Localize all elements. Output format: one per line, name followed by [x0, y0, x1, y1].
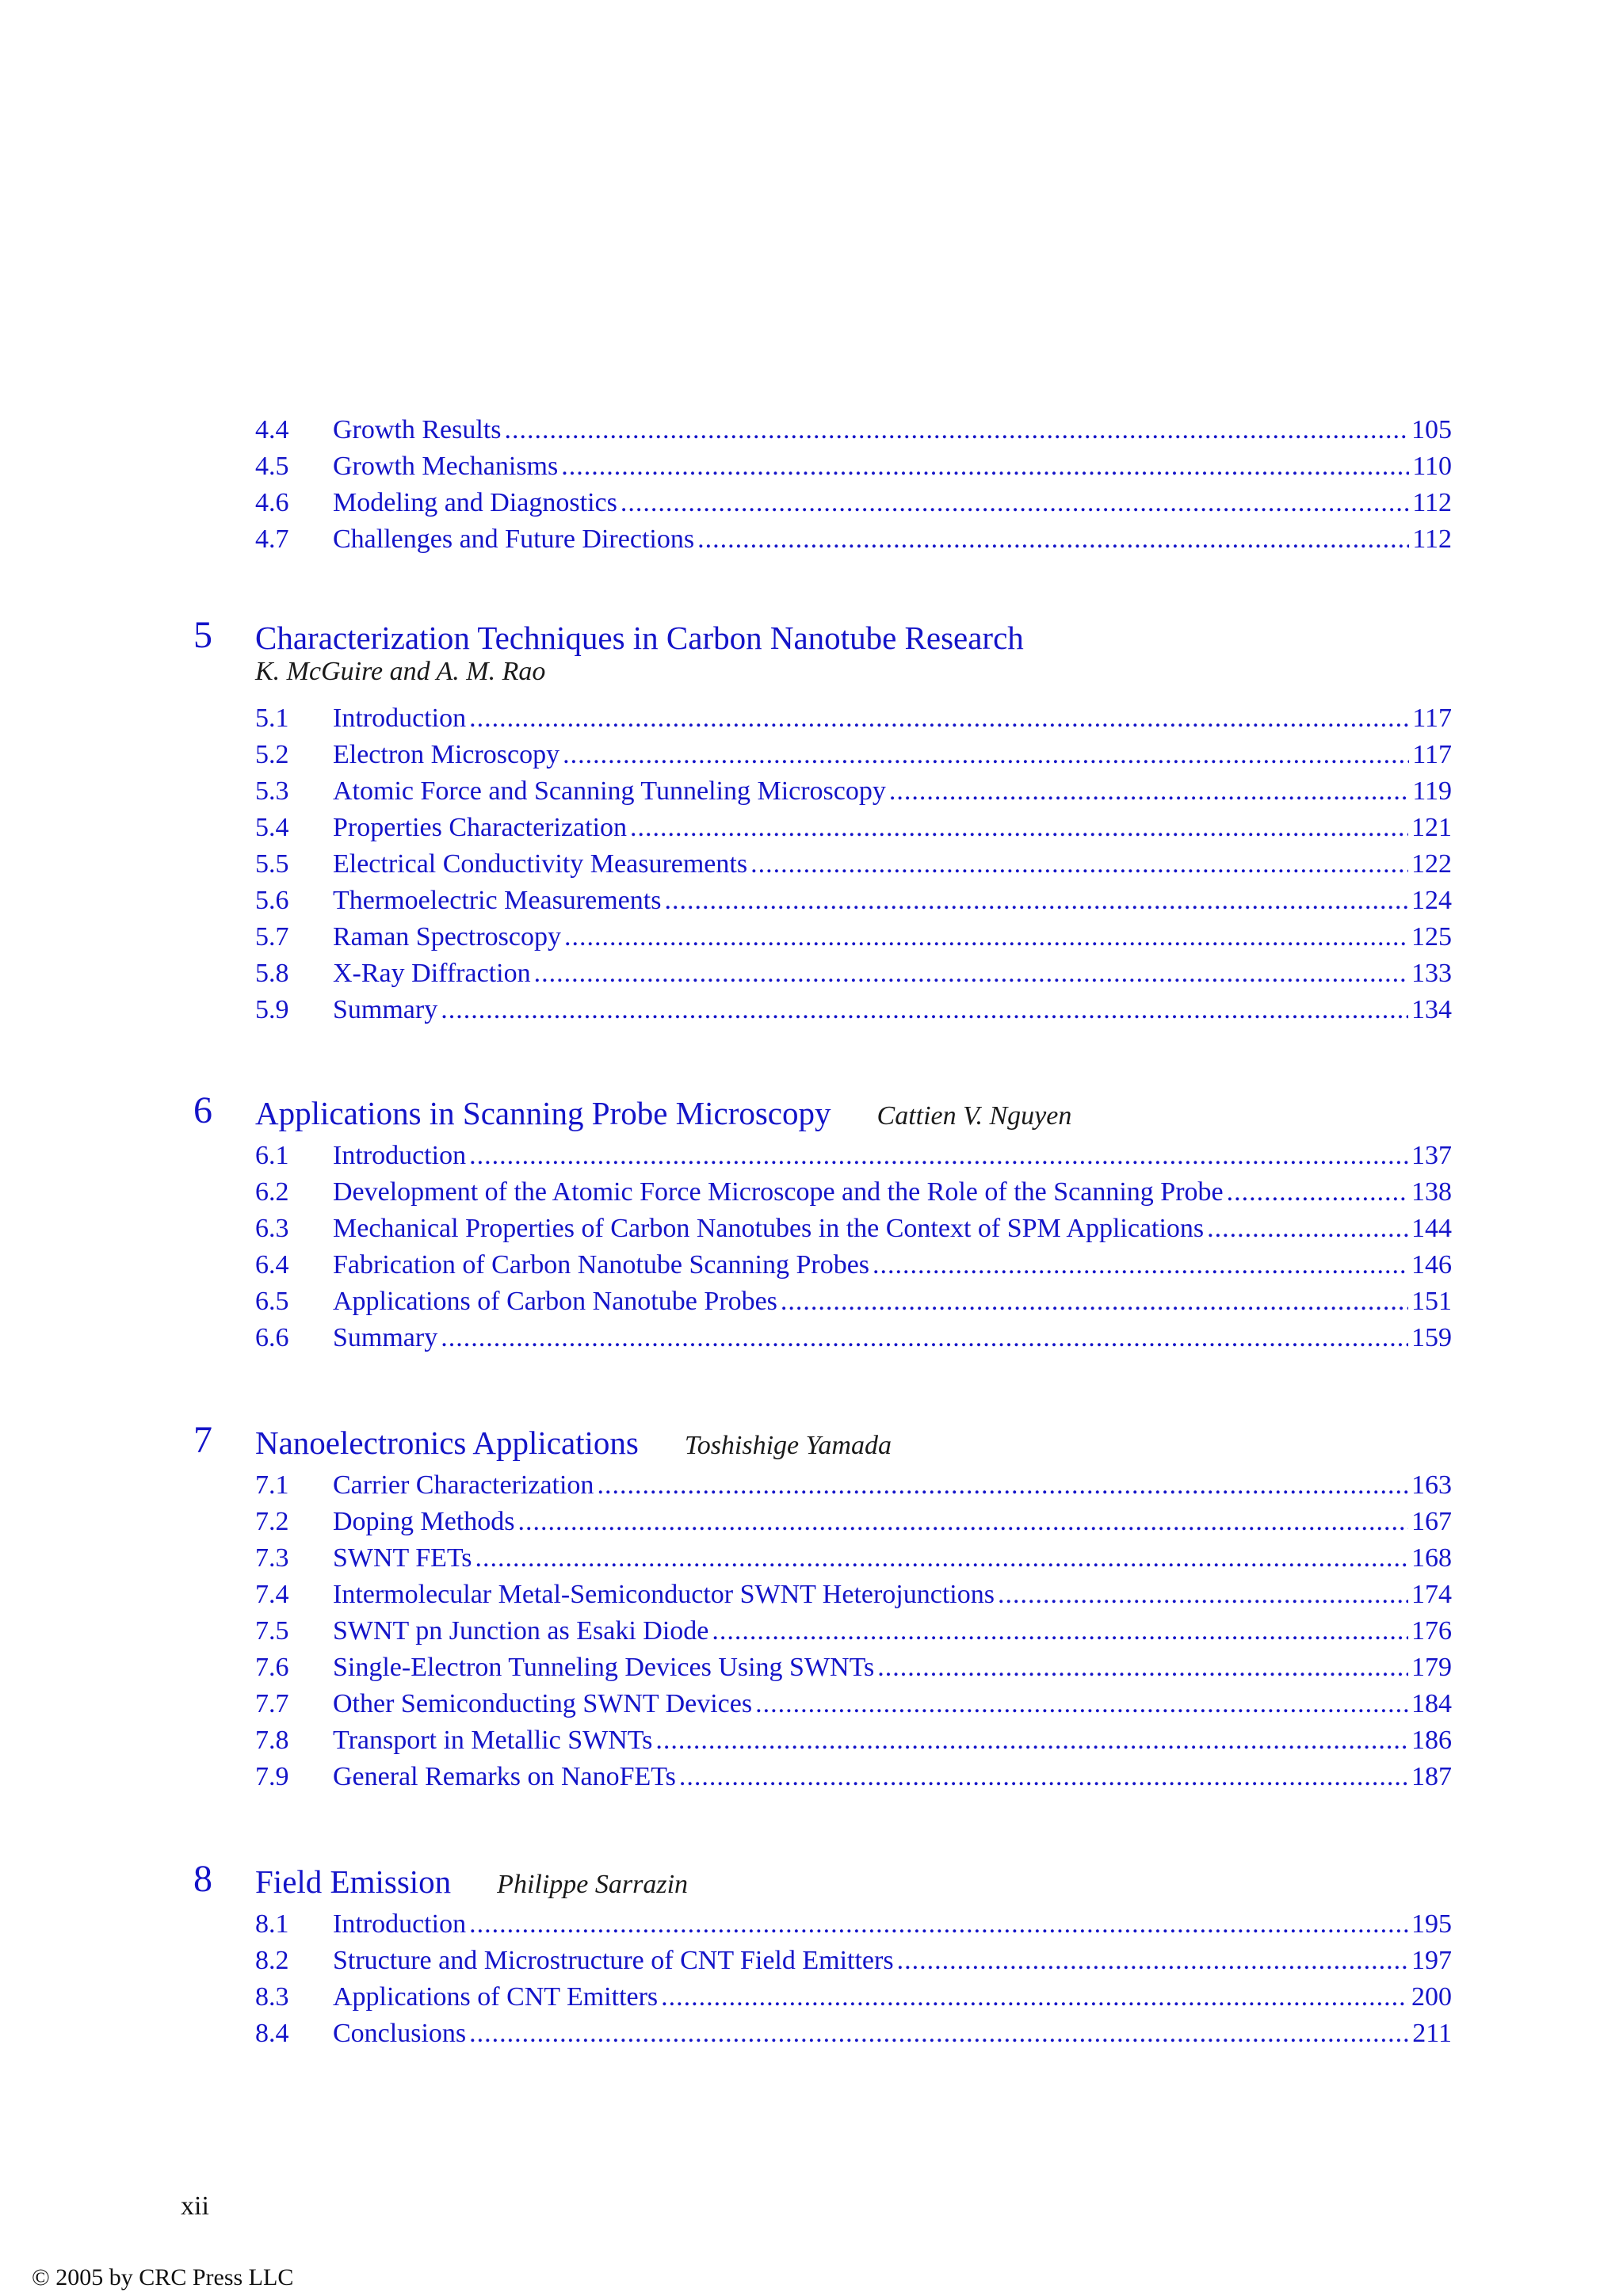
chapter-title[interactable]: Field Emission [255, 1863, 452, 1900]
toc-entry[interactable] [255, 1138, 1452, 1174]
entry-title: Development of the Atomic Force Microscope and the Role of the Scanning Probe [333, 1177, 1224, 1207]
dot-leader [750, 846, 1408, 883]
copyright-notice: © 2005 by CRC Press LLC [32, 2264, 294, 2290]
entry-number: 6.3 [255, 1214, 289, 1243]
dot-leader [889, 773, 1409, 810]
toc-entry[interactable] [255, 521, 1452, 558]
entry-page: 138 [1411, 1177, 1452, 1207]
dot-leader [469, 2016, 1409, 2052]
entry-page: 117 [1412, 740, 1452, 769]
entry-number: 5.5 [255, 849, 289, 879]
entry-page: 112 [1412, 488, 1452, 517]
entry-title: Introduction [333, 704, 467, 733]
dot-leader [469, 1138, 1408, 1174]
chapter-author: Toshishige Yamada [684, 1431, 892, 1460]
entry-page: 163 [1411, 1470, 1452, 1500]
page-number: xii [181, 2191, 209, 2221]
entry-page: 200 [1411, 1982, 1452, 2012]
entry-title: Applications of Carbon Nanotube Probes [333, 1287, 777, 1316]
toc-entry[interactable] [255, 1686, 1452, 1722]
entry-number: 6.2 [255, 1177, 289, 1207]
entry-page: 187 [1411, 1762, 1452, 1791]
toc-entry[interactable] [255, 1467, 1452, 1504]
entry-page: 122 [1411, 849, 1452, 879]
toc-entry[interactable] [255, 810, 1452, 846]
entry-page: 133 [1411, 959, 1452, 988]
entry-number: 5.4 [255, 813, 289, 842]
dot-leader [534, 955, 1408, 992]
entry-title: Introduction [333, 1909, 467, 1939]
chapter-heading [255, 1862, 688, 1901]
entry-title: Transport in Metallic SWNTs [333, 1726, 653, 1755]
entry-title: SWNT FETs [333, 1543, 472, 1573]
entry-page: 117 [1412, 704, 1452, 733]
entry-title: Intermolecular Metal-Semiconductor SWNT Heterojunctions [333, 1580, 995, 1609]
entry-number: 7.1 [255, 1470, 289, 1500]
entry-number: 8.2 [255, 1946, 289, 1975]
chapter-heading [255, 1093, 1071, 1133]
toc-entry[interactable] [255, 700, 1452, 737]
entry-page: 186 [1411, 1726, 1452, 1755]
entry-number: 5.9 [255, 995, 289, 1024]
chapter-number: 6 [193, 1089, 212, 1131]
dot-leader [563, 737, 1409, 773]
entry-title: SWNT pn Junction as Esaki Diode [333, 1616, 709, 1646]
entry-number: 5.1 [255, 704, 289, 733]
entry-page: 144 [1411, 1214, 1452, 1243]
toc-entry[interactable] [255, 1320, 1452, 1356]
toc-entry[interactable] [255, 955, 1452, 992]
dot-leader [475, 1540, 1408, 1577]
entry-title: Electrical Conductivity Measurements [333, 849, 748, 879]
chapter-heading [255, 1423, 892, 1463]
entry-title: X-Ray Diffraction [333, 959, 531, 988]
toc-entry[interactable] [255, 919, 1452, 955]
chapter-title[interactable]: Applications in Scanning Probe Microscopy [255, 1095, 831, 1131]
entry-title: Growth Mechanisms [333, 452, 559, 481]
dot-leader [664, 883, 1408, 919]
entry-number: 5.7 [255, 922, 289, 952]
entry-title: Electron Microscopy [333, 740, 560, 769]
dot-leader [441, 1320, 1408, 1356]
entry-number: 4.5 [255, 452, 289, 481]
entry-number: 5.8 [255, 959, 289, 988]
entry-number: 6.5 [255, 1287, 289, 1316]
entry-number: 6.4 [255, 1250, 289, 1280]
toc-entry[interactable] [255, 1906, 1452, 1943]
entry-page: 159 [1411, 1323, 1452, 1352]
dot-leader [505, 412, 1409, 448]
dot-leader [712, 1613, 1408, 1650]
toc-entry[interactable] [255, 1650, 1452, 1686]
dot-leader [661, 1979, 1408, 2016]
dot-leader [679, 1759, 1408, 1795]
entry-title: Doping Methods [333, 1507, 515, 1536]
toc-entry[interactable] [255, 1504, 1452, 1540]
entry-page: 119 [1412, 776, 1452, 806]
toc-entry[interactable] [255, 1577, 1452, 1613]
toc-entry[interactable] [255, 883, 1452, 919]
entry-page: 195 [1411, 1909, 1452, 1939]
dot-leader [564, 919, 1408, 955]
toc-entry[interactable] [255, 1943, 1452, 1979]
entry-title: Applications of CNT Emitters [333, 1982, 659, 2012]
entry-title: General Remarks on NanoFETs [333, 1762, 676, 1791]
toc-entry[interactable] [255, 737, 1452, 773]
entry-number: 8.4 [255, 2019, 289, 2048]
chapter-number: 7 [193, 1419, 212, 1461]
entry-number: 6.1 [255, 1141, 289, 1170]
entry-page: 176 [1411, 1616, 1452, 1646]
dot-leader [998, 1577, 1408, 1613]
entry-title: Growth Results [333, 415, 502, 444]
entry-number: 8.1 [255, 1909, 289, 1939]
chapter-author: Cattien V. Nguyen [876, 1101, 1072, 1131]
entry-title: Challenges and Future Directions [333, 524, 695, 554]
dot-leader [781, 1283, 1408, 1320]
entry-page: 124 [1411, 886, 1452, 915]
entry-number: 4.4 [255, 415, 289, 444]
entry-page: 168 [1411, 1543, 1452, 1573]
entry-page: 184 [1411, 1689, 1452, 1718]
chapter-title[interactable]: Characterization Techniques in Carbon Nanotube Research [255, 620, 1024, 656]
toc-entry[interactable] [255, 2016, 1452, 2052]
entry-title: Summary [333, 1323, 438, 1352]
chapter-heading [255, 618, 1024, 658]
toc-entry[interactable] [255, 1174, 1452, 1211]
entry-title: Conclusions [333, 2019, 467, 2048]
entry-page: 151 [1411, 1287, 1452, 1316]
toc-entry[interactable] [255, 1979, 1452, 2016]
dot-leader [655, 1722, 1408, 1759]
toc-entry[interactable] [255, 1613, 1452, 1650]
entry-title: Properties Characterization [333, 813, 628, 842]
entry-number: 7.3 [255, 1543, 289, 1573]
toc-entry[interactable] [255, 1211, 1452, 1247]
entry-number: 7.2 [255, 1507, 289, 1536]
dot-leader [897, 1943, 1408, 1979]
dot-leader [877, 1650, 1408, 1686]
entry-number: 7.4 [255, 1580, 289, 1609]
dot-leader [630, 810, 1408, 846]
toc-entry[interactable] [255, 485, 1452, 521]
chapter-author: Philippe Sarrazin [497, 1870, 689, 1899]
toc-entry[interactable] [255, 1759, 1452, 1795]
entry-title: Mechanical Properties of Carbon Nanotubes in the Context of SPM Applications [333, 1214, 1205, 1243]
dot-leader [1207, 1211, 1408, 1247]
entry-title: Structure and Microstructure of CNT Field Emitters [333, 1946, 894, 1975]
entry-title: Raman Spectroscopy [333, 922, 561, 952]
dot-leader [755, 1686, 1408, 1722]
entry-page: 167 [1411, 1507, 1452, 1536]
entry-number: 8.3 [255, 1982, 289, 2012]
dot-leader [597, 1467, 1408, 1504]
entry-page: 137 [1411, 1141, 1452, 1170]
dot-leader [697, 521, 1409, 558]
toc-entry[interactable] [255, 992, 1452, 1028]
entry-title: Atomic Force and Scanning Tunneling Microscopy [333, 776, 886, 806]
dot-leader [561, 448, 1409, 485]
entry-number: 7.6 [255, 1653, 289, 1682]
entry-number: 7.9 [255, 1762, 289, 1791]
entry-page: 179 [1411, 1653, 1452, 1682]
dot-leader [873, 1247, 1408, 1283]
chapter-title[interactable]: Nanoelectronics Applications [255, 1425, 639, 1461]
entry-title: Modeling and Diagnostics [333, 488, 617, 517]
entry-number: 5.2 [255, 740, 289, 769]
toc-entry[interactable] [255, 846, 1452, 883]
chapter-number: 5 [193, 614, 212, 656]
toc-entry[interactable] [255, 448, 1452, 485]
entry-number: 5.6 [255, 886, 289, 915]
entry-title: Summary [333, 995, 438, 1024]
entry-number: 5.3 [255, 776, 289, 806]
entry-page: 134 [1411, 995, 1452, 1024]
entry-page: 211 [1412, 2019, 1452, 2048]
entry-page: 125 [1411, 922, 1452, 952]
entry-number: 4.7 [255, 524, 289, 554]
toc-entry[interactable] [255, 773, 1452, 810]
toc-entry[interactable] [255, 1540, 1452, 1577]
dot-leader [469, 1906, 1408, 1943]
entry-page: 121 [1411, 813, 1452, 842]
toc-entry[interactable] [255, 412, 1452, 448]
entry-page: 197 [1411, 1946, 1452, 1975]
entry-number: 7.7 [255, 1689, 289, 1718]
chapter-author: K. McGuire and A. M. Rao [255, 657, 546, 686]
entry-number: 7.8 [255, 1726, 289, 1755]
entry-title: Single-Electron Tunneling Devices Using SWNTs [333, 1653, 875, 1682]
entry-page: 146 [1411, 1250, 1452, 1280]
dot-leader [621, 485, 1409, 521]
entry-page: 174 [1411, 1580, 1452, 1609]
entry-number: 7.5 [255, 1616, 289, 1646]
entry-page: 112 [1412, 524, 1452, 554]
toc-entry[interactable] [255, 1247, 1452, 1283]
dot-leader [441, 992, 1408, 1028]
entry-title: Other Semiconducting SWNT Devices [333, 1689, 753, 1718]
dot-leader [518, 1504, 1409, 1540]
entry-page: 105 [1411, 415, 1452, 444]
entry-number: 4.6 [255, 488, 289, 517]
entry-title: Thermoelectric Measurements [333, 886, 662, 915]
dot-leader [469, 700, 1409, 737]
toc-entry[interactable] [255, 1283, 1452, 1320]
entry-title: Fabrication of Carbon Nanotube Scanning Probes [333, 1250, 870, 1280]
toc-entry[interactable] [255, 1722, 1452, 1759]
entry-number: 6.6 [255, 1323, 289, 1352]
entry-page: 110 [1412, 452, 1452, 481]
entry-title: Carrier Characterization [333, 1470, 594, 1500]
dot-leader [1227, 1174, 1408, 1211]
chapter-number: 8 [193, 1858, 212, 1900]
entry-title: Introduction [333, 1141, 467, 1170]
